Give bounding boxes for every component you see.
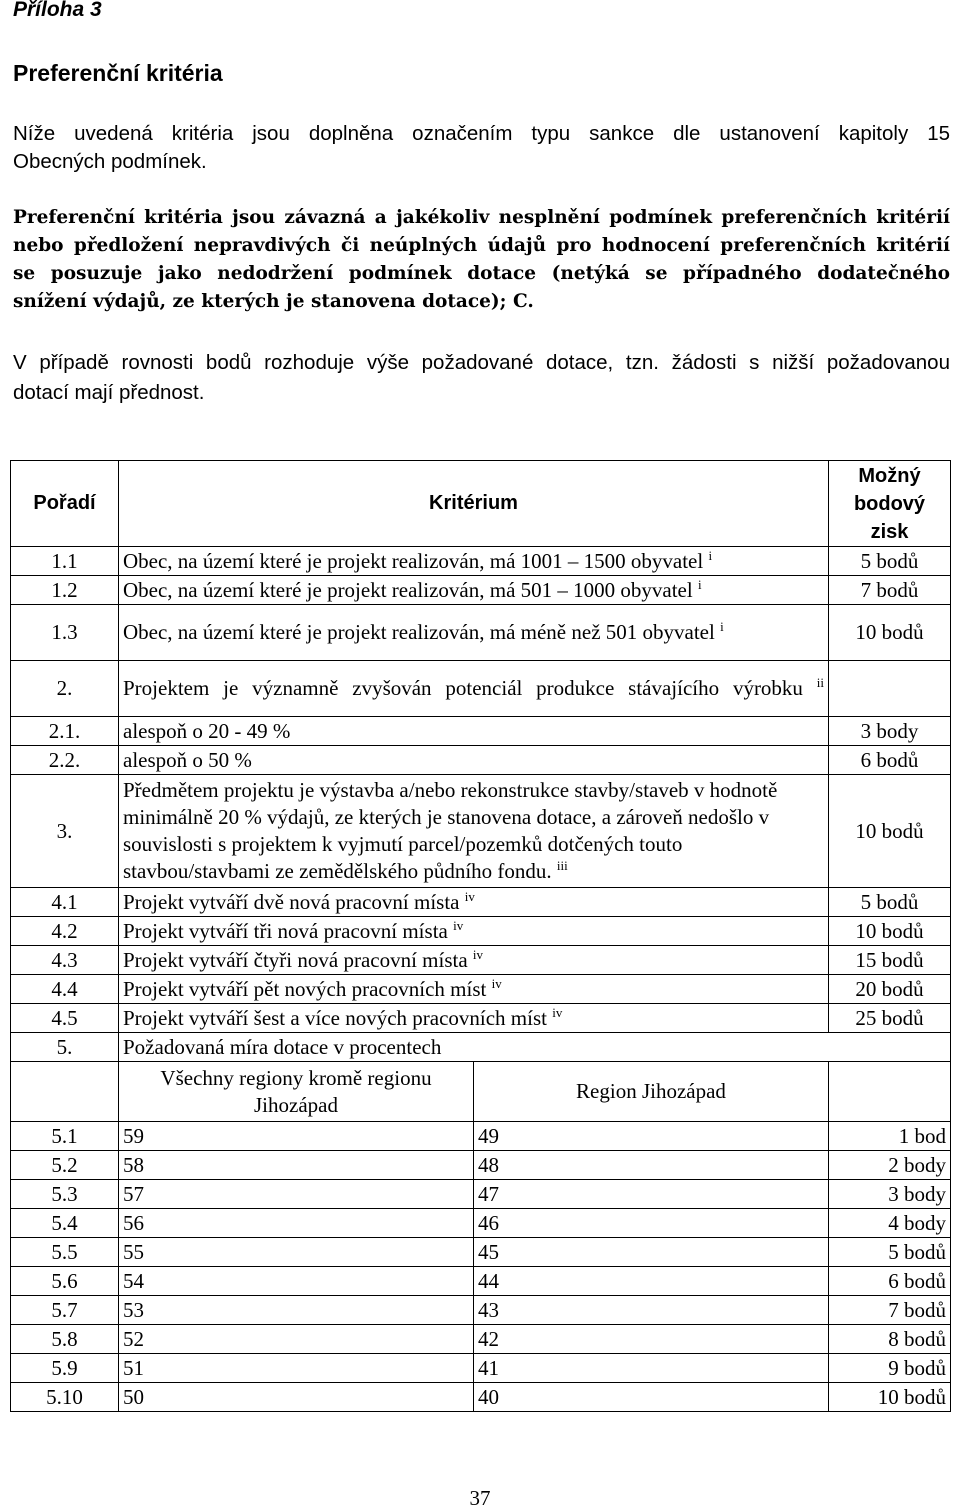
table-row — [11, 946, 951, 975]
subsidy-rate-row — [11, 1325, 951, 1354]
subsidy-rate-row — [11, 1267, 951, 1296]
row-points: 7 bodů — [829, 1296, 951, 1325]
page-title: Preferenční kritéria — [13, 60, 223, 86]
row-criterion-text: Obec, na území které je projekt realizován, má 501 – 1000 obyvatel — [123, 577, 693, 602]
row-points: 9 bodů — [829, 1354, 951, 1383]
row-order: 4.2 — [11, 917, 119, 946]
row-points: 5 bodů — [829, 888, 951, 917]
row-points: 1 bod — [829, 1122, 951, 1151]
row-points: 15 bodů — [829, 946, 951, 975]
rate-southwest: 46 — [474, 1209, 829, 1238]
table-row — [11, 975, 951, 1004]
table-row — [11, 547, 951, 576]
table-row — [11, 775, 951, 888]
row-criterion-text: Předmětem projektu je výstavba a/nebo rekonstrukce stavby/staveb v hodnotě minimálně 20 % výdajů, ze kterých je stanovena dotace, a zároveň nedošlo v souvislosti s projektem k vyjmutí parcel/pozemků dotčených touto stavbou/stavbami ze zemědělského půdního fondu. — [123, 778, 778, 883]
row-criterion-text: Projektem je významně zvyšován potenciál produkce stávajícího výrobku — [123, 676, 803, 700]
rate-all-regions: 59 — [119, 1122, 474, 1151]
row-criterion-text: Obec, na území které je projekt realizován, má 1001 – 1500 obyvatel — [123, 548, 704, 573]
tie-break-paragraph — [13, 348, 950, 408]
rules-paragraph — [13, 204, 950, 316]
row-order: 5.5 — [11, 1238, 119, 1267]
row-order: 4.3 — [11, 946, 119, 975]
header-points: Možný bodový zisk — [829, 461, 951, 547]
subsidy-rate-row — [11, 1383, 951, 1412]
rate-all-regions: 56 — [119, 1209, 474, 1238]
row-criterion — [119, 917, 829, 946]
row-criterion — [119, 775, 829, 888]
section5-order: 5. — [11, 1033, 119, 1062]
row-criterion-text: alespoň o 20 - 49 % — [123, 718, 291, 743]
row-points: 5 bodů — [829, 547, 951, 576]
footnote-marker: ii — [816, 675, 824, 690]
row-criterion — [119, 576, 829, 605]
table-row — [11, 888, 951, 917]
intro-line: Obecných podmínek. — [13, 150, 207, 173]
row-points: 3 body — [829, 717, 951, 746]
row-points: 25 bodů — [829, 1004, 951, 1033]
table-row — [11, 1004, 951, 1033]
table-row — [11, 746, 951, 775]
table-row — [11, 605, 951, 661]
intro-paragraph — [13, 120, 950, 176]
row-order: 4.4 — [11, 975, 119, 1004]
row-points: 10 bodů — [829, 775, 951, 888]
footnote-marker: i — [697, 576, 702, 592]
rate-all-regions: 52 — [119, 1325, 474, 1354]
row-criterion — [119, 661, 829, 717]
row-points: 3 body — [829, 1180, 951, 1209]
footnote-marker: iv — [464, 888, 475, 904]
row-criterion — [119, 975, 829, 1004]
row-order: 1.2 — [11, 576, 119, 605]
page-number: 37 — [469, 1486, 491, 1510]
row-points: 6 bodů — [829, 746, 951, 775]
row-points: 10 bodů — [829, 917, 951, 946]
rate-all-regions: 51 — [119, 1354, 474, 1383]
rate-all-regions: 55 — [119, 1238, 474, 1267]
rate-all-regions: 53 — [119, 1296, 474, 1325]
row-order: 2.1. — [11, 717, 119, 746]
row-points: 5 bodů — [829, 1238, 951, 1267]
row-points: 8 bodů — [829, 1325, 951, 1354]
subsidy-rate-row — [11, 1296, 951, 1325]
rate-southwest: 40 — [474, 1383, 829, 1412]
row-order: 5.3 — [11, 1180, 119, 1209]
footnote-marker: i — [720, 619, 724, 634]
row-order: 1.1 — [11, 547, 119, 576]
criteria-table — [10, 460, 951, 1412]
rate-all-regions: 54 — [119, 1267, 474, 1296]
row-order: 5.2 — [11, 1151, 119, 1180]
subsidy-rate-row — [11, 1180, 951, 1209]
tie-break-line: V případě rovnosti bodů rozhoduje výše požadované dotace, tzn. žádosti s nižší požadovanou — [13, 351, 950, 374]
header-criterion: Kritérium — [119, 461, 829, 547]
row-order: 5.7 — [11, 1296, 119, 1325]
row-order: 5.4 — [11, 1209, 119, 1238]
rules-line: nebo předložení nepravdivých či neúplných údajů pro hodnocení preferenčních kritérií — [13, 235, 950, 256]
row-criterion — [119, 946, 829, 975]
row-points: 20 bodů — [829, 975, 951, 1004]
row-order: 5.10 — [11, 1383, 119, 1412]
row-order: 5.8 — [11, 1325, 119, 1354]
subsidy-rate-row — [11, 1209, 951, 1238]
row-points — [829, 661, 951, 717]
footnote-marker: iv — [552, 1004, 563, 1020]
rate-southwest: 44 — [474, 1267, 829, 1296]
row-order: 5.9 — [11, 1354, 119, 1383]
row-criterion — [119, 717, 829, 746]
row-points: 10 bodů — [829, 605, 951, 661]
rules-line: snížení výdajů, ze kterých je stanovena dotace); C. — [13, 291, 534, 312]
row-criterion-text: Projekt vytváří šest a více nových pracovních míst — [123, 1005, 547, 1030]
row-criterion — [119, 1004, 829, 1033]
rate-southwest: 45 — [474, 1238, 829, 1267]
subsidy-rate-row — [11, 1238, 951, 1267]
table-row — [11, 661, 951, 717]
row-order: 2.2. — [11, 746, 119, 775]
subsidy-rate-row — [11, 1122, 951, 1151]
row-order: 5.6 — [11, 1267, 119, 1296]
row-criterion — [119, 605, 829, 661]
row-order: 4.1 — [11, 888, 119, 917]
footnote-marker: iv — [472, 946, 484, 962]
annex-label: Příloha 3 — [13, 0, 102, 21]
intro-line: Níže uvedená kritéria jsou doplněna označením typu sankce dle ustanovení kapitoly 15 — [13, 122, 950, 145]
subsidy-rate-row — [11, 1354, 951, 1383]
row-criterion — [119, 547, 829, 576]
row-points: 6 bodů — [829, 1267, 951, 1296]
tie-break-line: dotací mají přednost. — [13, 381, 205, 404]
rate-southwest: 47 — [474, 1180, 829, 1209]
header-order: Pořadí — [11, 461, 119, 547]
section5-title: Požadovaná míra dotace v procentech — [119, 1033, 951, 1062]
row-order: 1.3 — [11, 605, 119, 661]
rules-line: se posuzuje jako nedodržení podmínek dotace (netýká se případného dodatečného — [13, 263, 950, 284]
rate-southwest: 43 — [474, 1296, 829, 1325]
row-points: 4 body — [829, 1209, 951, 1238]
row-order: 3. — [11, 775, 119, 888]
rate-southwest: 49 — [474, 1122, 829, 1151]
table-row — [11, 576, 951, 605]
section5-col-all-regions: Všechny regiony kromě regionu Jihozápad — [119, 1062, 474, 1122]
row-criterion — [119, 888, 829, 917]
row-points: 10 bodů — [829, 1383, 951, 1412]
row-order: 4.5 — [11, 1004, 119, 1033]
row-points: 7 bodů — [829, 576, 951, 605]
footnote-marker: iv — [453, 917, 464, 933]
row-criterion-text: Projekt vytváří čtyři nová pracovní místa — [123, 947, 468, 972]
rate-southwest: 41 — [474, 1354, 829, 1383]
row-points: 2 body — [829, 1151, 951, 1180]
rate-all-regions: 58 — [119, 1151, 474, 1180]
footnote-marker: iv — [491, 975, 502, 991]
row-criterion-text: Obec, na území které je projekt realizován, má méně než 501 obyvatel — [123, 620, 715, 644]
row-criterion-text: alespoň o 50 % — [123, 747, 252, 772]
row-order: 5.1 — [11, 1122, 119, 1151]
table-row — [11, 717, 951, 746]
section5-col-southwest: Region Jihozápad — [474, 1062, 829, 1122]
subsidy-rate-row — [11, 1151, 951, 1180]
row-criterion — [119, 746, 829, 775]
rate-all-regions: 57 — [119, 1180, 474, 1209]
footnote-marker: i — [708, 547, 713, 563]
rate-southwest: 42 — [474, 1325, 829, 1354]
row-order: 2. — [11, 661, 119, 717]
row-criterion-text: Projekt vytváří tři nová pracovní místa — [123, 918, 448, 943]
rules-line: Preferenční kritéria jsou závazná a jakékoliv nesplnění podmínek preferenčních kritérií — [13, 207, 950, 228]
row-criterion-text: Projekt vytváří pět nových pracovních míst — [123, 976, 487, 1001]
rate-southwest: 48 — [474, 1151, 829, 1180]
row-criterion-text: Projekt vytváří dvě nová pracovní místa — [123, 889, 460, 914]
table-row — [11, 917, 951, 946]
footnote-marker: iii — [556, 858, 568, 873]
rate-all-regions: 50 — [119, 1383, 474, 1412]
